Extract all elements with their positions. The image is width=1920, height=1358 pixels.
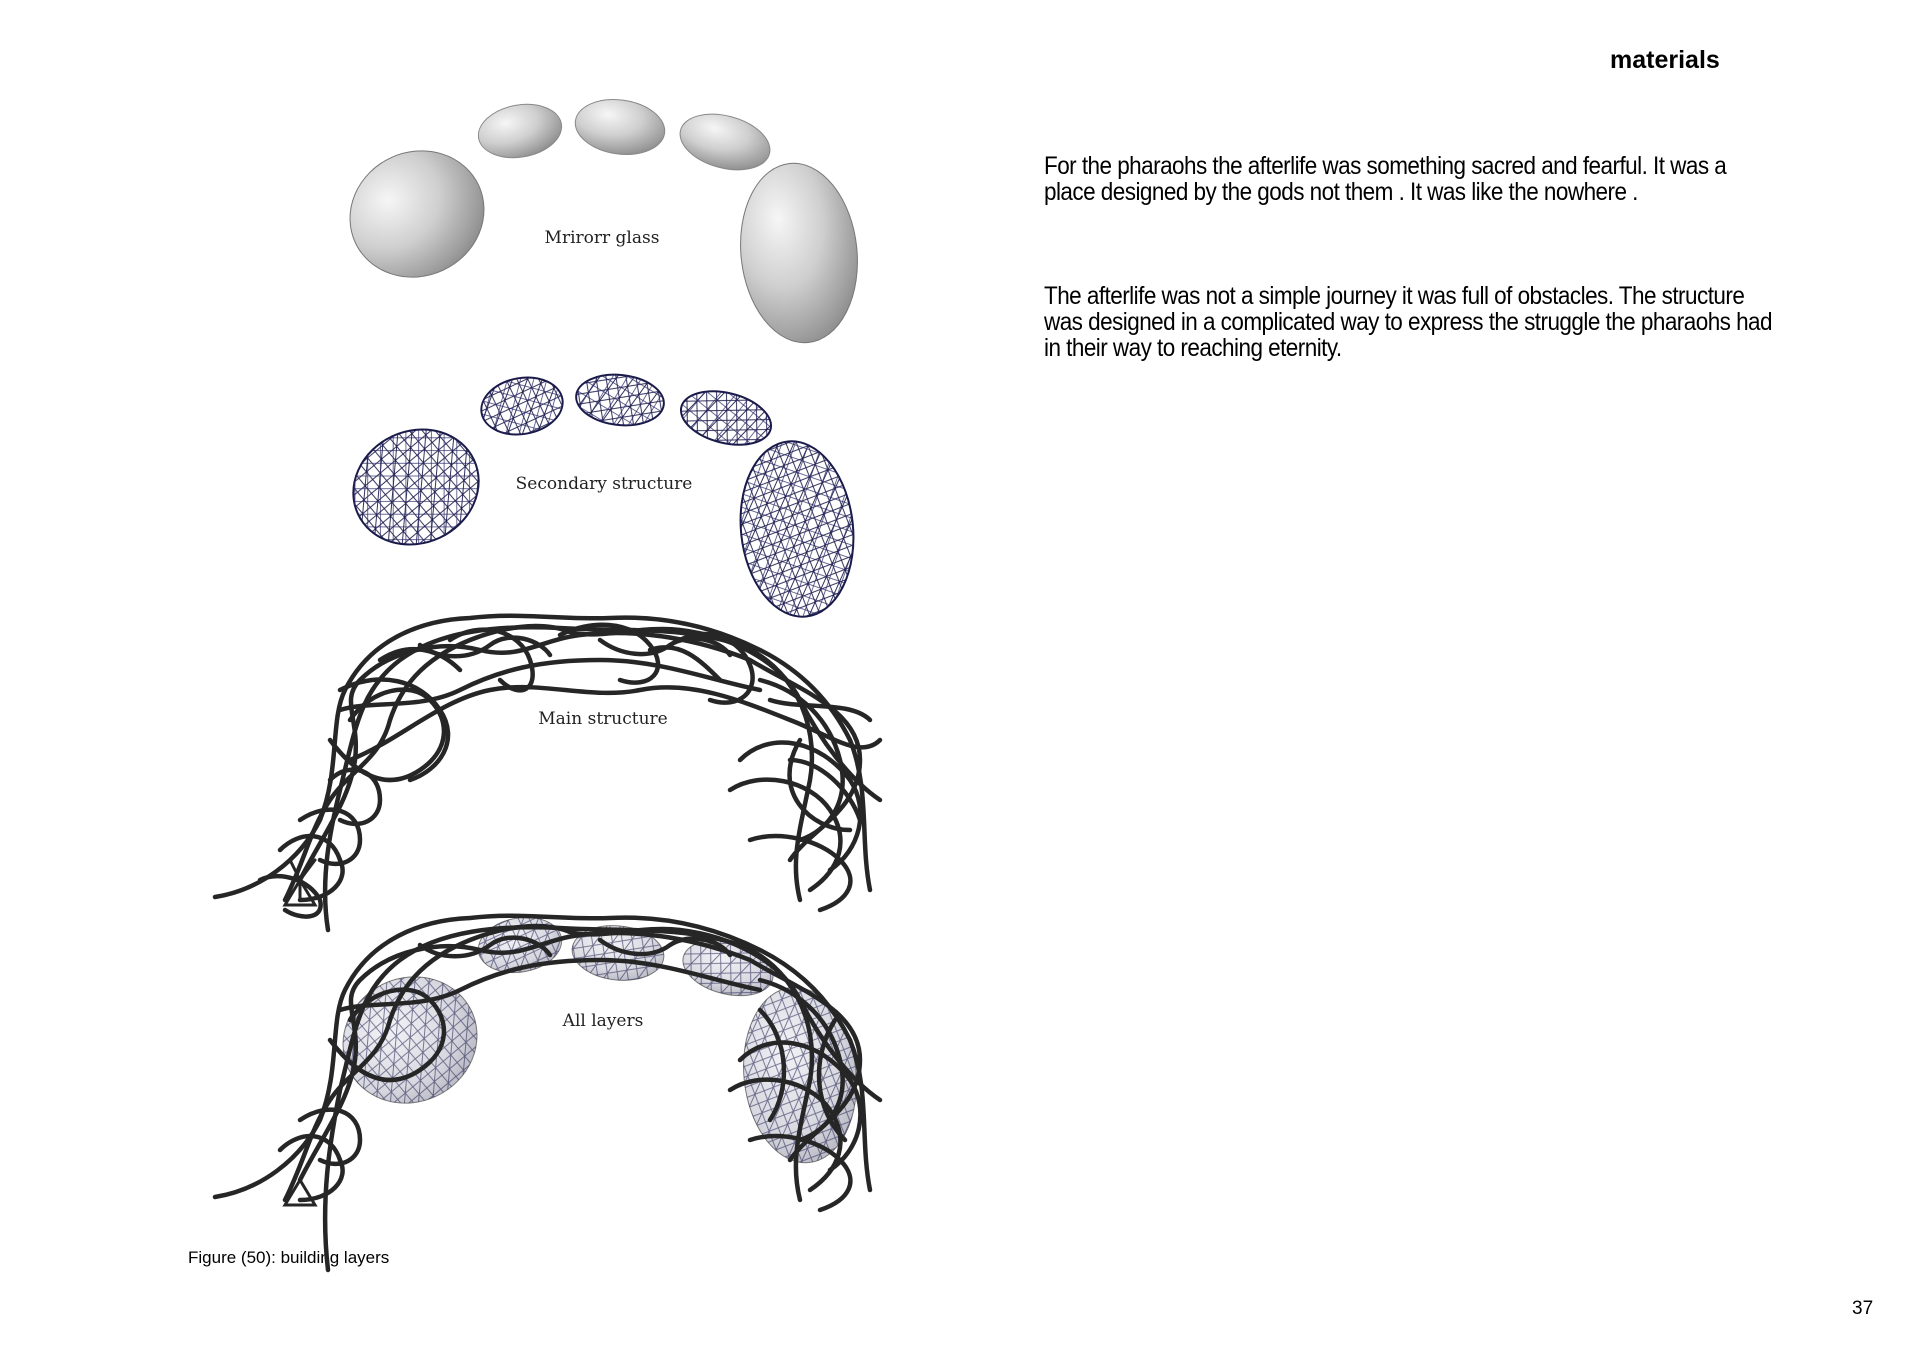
layer-label-secondary-structure: Secondary structure — [515, 474, 693, 494]
combined-main-structure — [215, 916, 880, 1270]
glass-pod-small-1 — [474, 98, 566, 164]
paragraph-afterlife-obstacles: The afterlife was not a simple journey it was full of obstacles. The structure was designed in a complicated way to express the struggle the pharaohs had in their way to reaching eternity. — [1044, 282, 1773, 362]
secondary-structure-layer — [334, 371, 862, 623]
all-layers-layer — [215, 911, 880, 1270]
combined-glass-pods — [322, 911, 865, 1168]
layer-label-mirror-glass: Mrirorr glass — [544, 228, 660, 248]
glass-pod-left — [329, 129, 505, 299]
layer-label-all-layers: All layers — [562, 1011, 644, 1031]
wire-pod-small-3 — [675, 383, 776, 454]
layer-label-main-structure: Main structure — [538, 709, 668, 729]
page-number: 37 — [1852, 1298, 1874, 1319]
glass-pod-small-2 — [572, 94, 669, 160]
main-structure-layer — [215, 616, 880, 930]
figure-caption: Figure (50): building layers — [188, 1248, 390, 1267]
wire-pod-left — [334, 409, 497, 565]
wire-pod-right — [732, 436, 862, 623]
paragraph-afterlife-sacred: For the pharaohs the afterlife was something sacred and fearful. It was a place designed by the gods not them . It was like the nowhere . — [1044, 152, 1727, 206]
section-title: materials — [1610, 46, 1720, 74]
glass-pod-right — [732, 157, 866, 348]
mirror-glass-layer — [329, 94, 866, 349]
glass-pod-small-3 — [674, 105, 776, 179]
wire-pod-small-2 — [574, 371, 667, 430]
wire-pod-small-1 — [477, 371, 567, 440]
